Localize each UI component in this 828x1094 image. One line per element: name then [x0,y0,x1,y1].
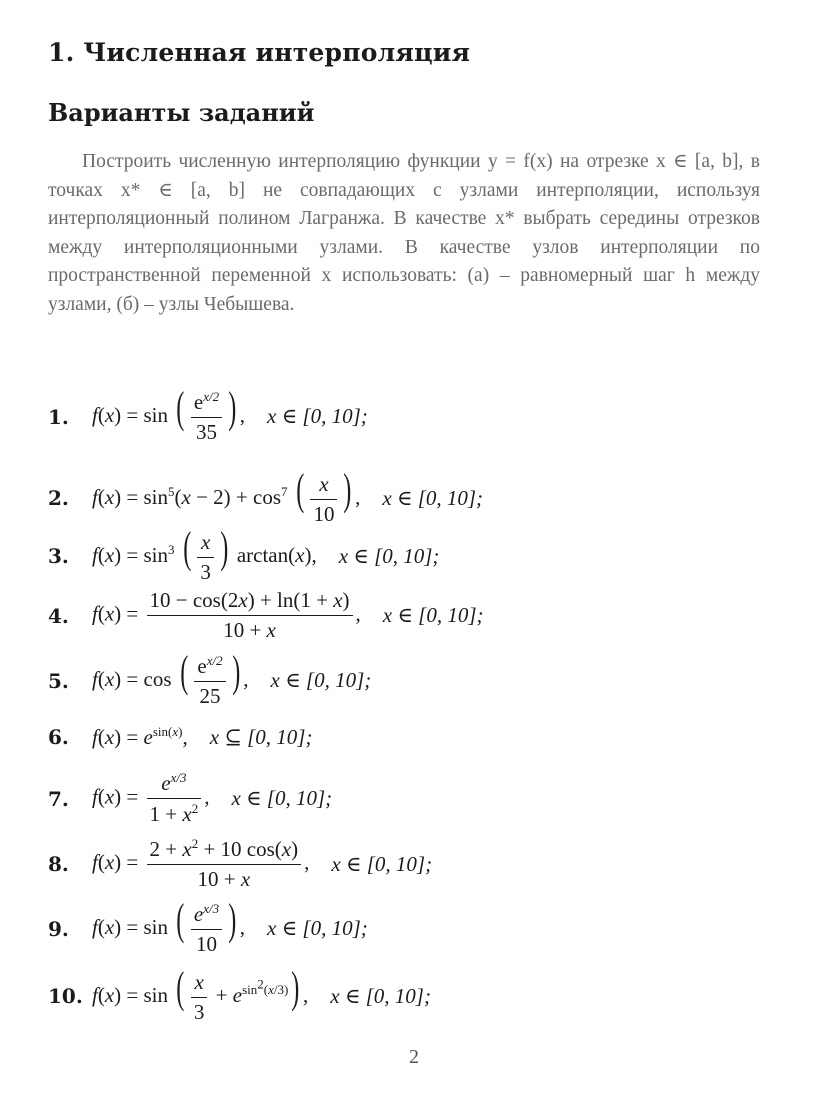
variant-number: 8. [48,852,69,876]
formula: f(x) = sin ( $\frac{x}{3}$ + $e^{sin^2(x/3)}$) , [92,963,309,1024]
domain: x ∈ [0, 10]; [267,404,368,429]
domain: x ∈ [0, 10]; [267,916,368,941]
domain: x ∈ [0, 10]; [270,668,372,693]
domain: x ∈ [0, 10]; [382,485,484,510]
variant-number: 9. [48,916,69,941]
formula: f(x) = $\frac{2 + x^2 + 10 \cos(x)}{10 + x}$ , [92,836,310,891]
variant-number: 6. [48,725,69,749]
variant-4 [48,588,484,643]
variant-number: 5. [48,668,69,693]
variant-number: 10. [48,984,83,1009]
variant-5 [48,647,372,709]
variant-number: 3. [48,544,69,569]
formula: f(x) = sin ( $\frac{e^{x/2}}{35}$ ) , [92,383,246,445]
variant-8 [48,836,432,892]
domain: x ∈ [0, 10]; [338,543,440,568]
task-description: Построить численную интерполяцию функции y = f(x) на отрезке x ∈ [a, b], в точках x* ∈ [a, b] не совпадающих с узлами интерполяции, используя интерполяционный полином Лагранжа. В качестве x* выбрать середины отрезков между интерполяционными узлами. В качестве узлов интерполяции по пространственной переменной x использовать: (а) – равномерный шаг h между узлами, (б) – узлы Чебышева. [48,151,760,315]
section-title: 1. Численная интерполяция [48,38,471,67]
variant-number: 2. [48,486,69,511]
domain: x ∈ [0, 10]; [231,786,333,810]
variant-number: 1. [48,404,69,429]
domain: x ∈ [0, 10]; [331,851,433,876]
variant-number: 7. [48,786,69,811]
variant-10 [48,963,431,1025]
formula: f(x) = $\frac{e^{x/3}}{1 + x^2}$ , [92,770,210,826]
subsection-title: Варианты заданий [48,98,315,127]
variant-3 [48,523,440,585]
variant-9 [48,895,368,957]
formula: $f(x) = \sin^5(x - 2) + \cos^7$ ( $\frac{x}{10}$ ) , [92,465,361,526]
formula: f(x) = cos ( $\frac{e^{x/2}}{25}$ ) , [92,647,249,709]
variant-7 [48,770,332,827]
formula: f(x) = sin ( $\frac{e^{x/3}}{10}$ ) , [92,895,246,957]
formula: f(x) = $\frac{10 - \cos(2x) + \ln(1 + x)}{10 + x}$ , [92,588,361,642]
page-number: 2 [409,1046,419,1068]
domain: x ∈ [0, 10]; [330,983,431,1008]
variant-2 [48,465,484,527]
formula: $f(x) = \sin^3$ ( $\frac{x}{3}$ ) arctan(x), [92,523,317,584]
variant-number: 4. [48,603,69,628]
formula: $f(x) = e^{sin(x)}$, [92,724,188,749]
domain: x ⊆ [0, 10]; [209,724,313,749]
variant-1 [48,383,368,445]
variant-6 [48,724,312,750]
domain: x ∈ [0, 10]; [382,603,484,627]
